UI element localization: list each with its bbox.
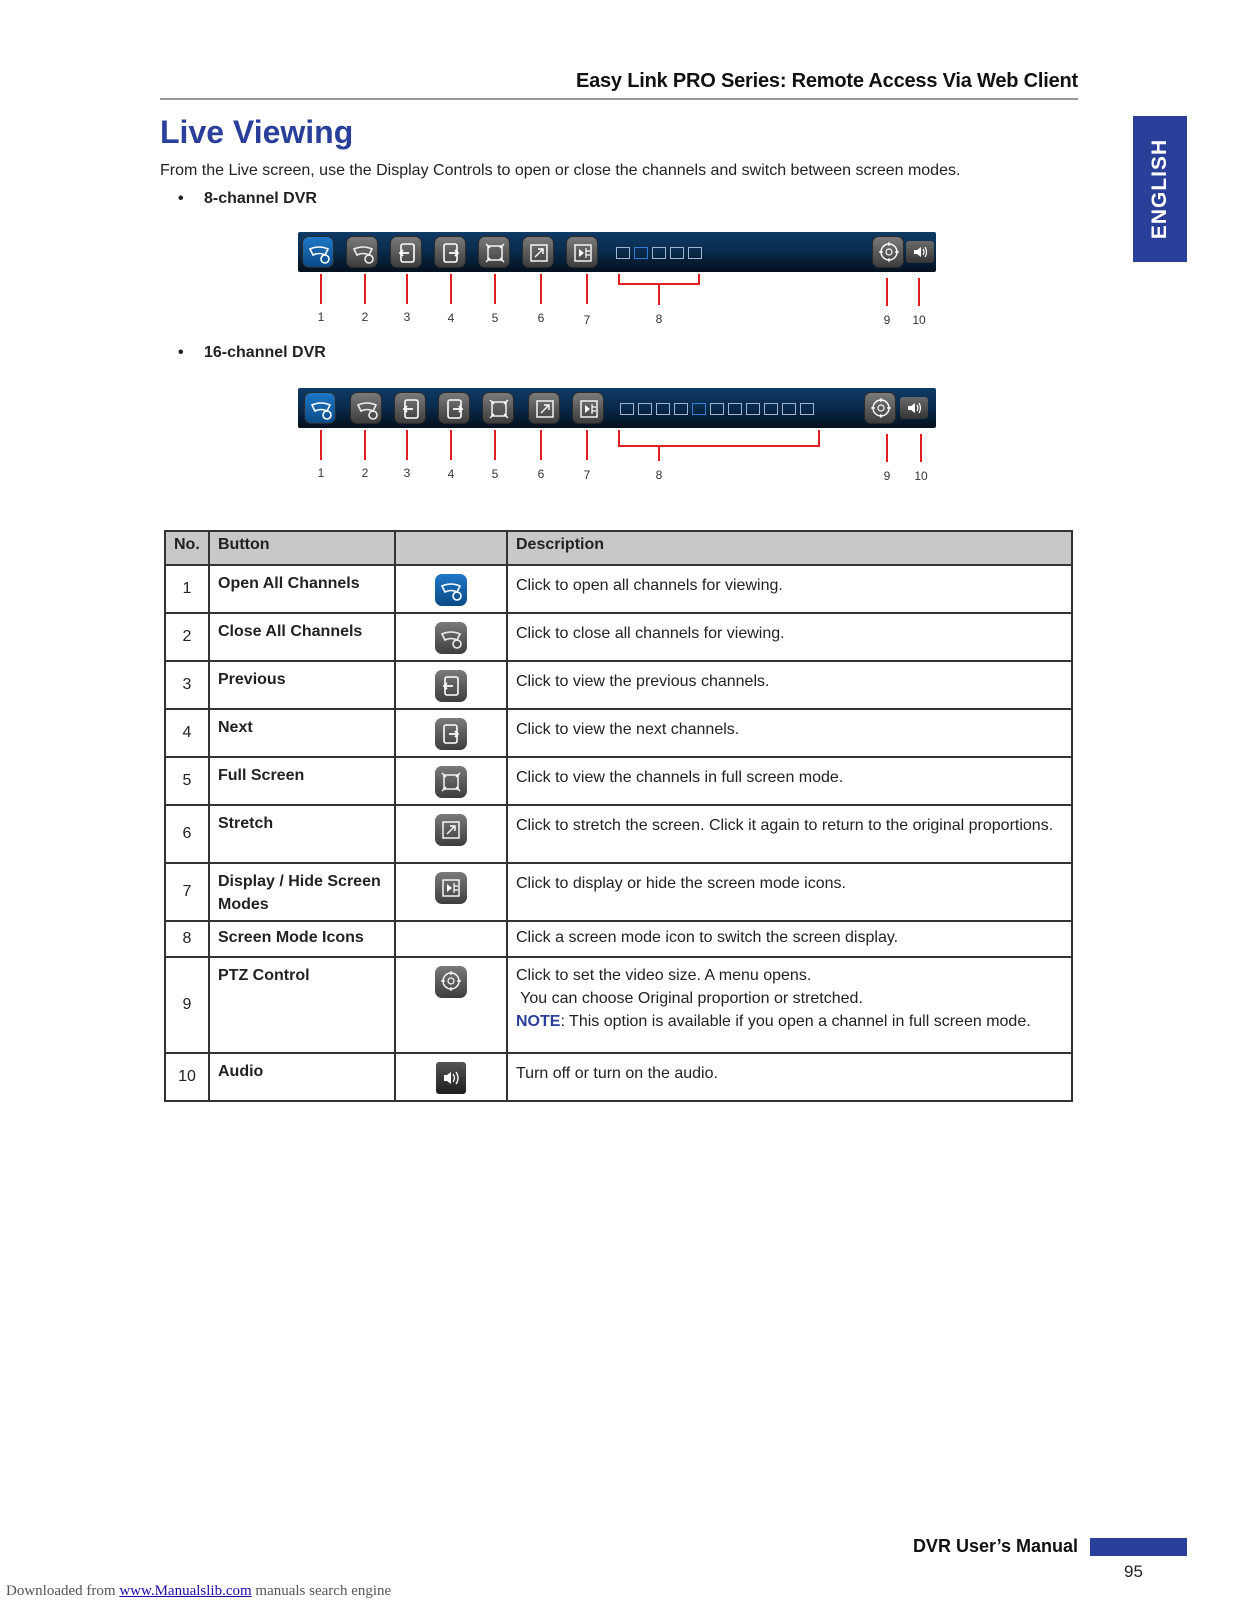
callout-number: 3 xyxy=(403,310,411,324)
screen-mode-9-icon[interactable] xyxy=(692,403,706,415)
section-8-channel xyxy=(178,190,317,208)
row-description: Click to open all channels for viewing. xyxy=(507,565,1072,613)
download-prefix: Downloaded from xyxy=(6,1583,120,1599)
language-tab-label: ENGLISH xyxy=(1148,138,1171,240)
row-description xyxy=(507,957,1072,1053)
callout-number: 4 xyxy=(447,467,455,481)
screen-mode-1-icon[interactable] xyxy=(620,403,634,415)
callout-number: 1 xyxy=(317,310,325,324)
row-number: 7 xyxy=(165,863,209,921)
table-header-row xyxy=(165,531,1072,565)
header-button: Button xyxy=(209,531,395,565)
row-number: 9 xyxy=(165,957,209,1053)
table-row xyxy=(165,1053,1072,1101)
row-number: 4 xyxy=(165,709,209,757)
row-description: Click to view the next channels. xyxy=(507,709,1072,757)
description-line: Click to set the video size. A menu opens. xyxy=(516,967,812,984)
full-screen-icon[interactable] xyxy=(478,236,510,268)
previous-icon xyxy=(435,670,467,702)
row-description: Click to view the previous channels. xyxy=(507,661,1072,709)
table-row xyxy=(165,805,1072,863)
description-line: You can choose Original proportion or stretched. xyxy=(516,990,863,1007)
download-notice xyxy=(6,1583,391,1600)
full-screen-icon xyxy=(435,766,467,798)
table-row xyxy=(165,757,1072,805)
section-label: 8-channel DVR xyxy=(204,190,317,207)
screen-mode-13-icon[interactable] xyxy=(728,403,742,415)
full-screen-icon[interactable] xyxy=(482,392,514,424)
description-note xyxy=(516,1010,1063,1033)
header-no: No. xyxy=(165,531,209,565)
note-label: NOTE xyxy=(516,1013,561,1030)
close-all-channels-icon[interactable] xyxy=(350,392,382,424)
close-all-channels-icon[interactable] xyxy=(346,236,378,268)
screen-modes-icon[interactable] xyxy=(566,236,598,268)
screen-mode-36-icon[interactable] xyxy=(800,403,814,415)
screen-mode-16-icon[interactable] xyxy=(746,403,760,415)
callout-number: 10 xyxy=(914,469,928,483)
note-text: : This option is available if you open a channel in full screen mode. xyxy=(560,1013,1031,1030)
callout-number: 7 xyxy=(583,468,591,482)
footer-manual-title: DVR User’s Manual xyxy=(912,1536,1078,1556)
callout-number: 2 xyxy=(361,310,369,324)
screen-modes-icon xyxy=(435,872,467,904)
stretch-icon[interactable] xyxy=(528,392,560,424)
row-number: 1 xyxy=(165,565,209,613)
table-row xyxy=(165,957,1072,1053)
callout-number: 5 xyxy=(491,311,499,325)
row-button-name: Close All Channels xyxy=(209,613,395,661)
header-title: Easy Link PRO Series: Remote Access Via Web Client xyxy=(575,70,1078,92)
intro-text: From the Live screen, use the Display Controls to open or close the channels and switch between screen modes. xyxy=(160,162,961,179)
callout-number: 3 xyxy=(403,466,411,480)
row-button-name: Previous xyxy=(209,661,395,709)
screen-mode-25-icon[interactable] xyxy=(782,403,796,415)
screen-mode-10-icon[interactable] xyxy=(710,403,724,415)
callout-number: 6 xyxy=(537,311,545,325)
row-description: Click to display or hide the screen mode icons. xyxy=(507,863,1072,921)
table-row xyxy=(165,921,1072,957)
stretch-icon[interactable] xyxy=(522,236,554,268)
callout-number: 1 xyxy=(317,466,325,480)
callout-number: 8 xyxy=(655,468,663,482)
row-number: 10 xyxy=(165,1053,209,1101)
row-number: 2 xyxy=(165,613,209,661)
section-16-channel xyxy=(178,344,326,362)
screen-mode-4-icon[interactable] xyxy=(638,403,652,415)
manualslib-link[interactable]: www.Manualslib.com xyxy=(119,1583,252,1599)
audio-icon[interactable] xyxy=(906,241,934,263)
previous-icon[interactable] xyxy=(394,392,426,424)
toolbar-16-channel xyxy=(298,388,936,428)
stretch-icon xyxy=(435,814,467,846)
page-number: 95 xyxy=(1124,1562,1143,1581)
row-number: 5 xyxy=(165,757,209,805)
row-button-name: PTZ Control xyxy=(209,957,395,1053)
table-row xyxy=(165,613,1072,661)
next-icon[interactable] xyxy=(434,236,466,268)
previous-icon[interactable] xyxy=(390,236,422,268)
toolbar-8-channel xyxy=(298,232,936,272)
row-description: Click to view the channels in full screen mode. xyxy=(507,757,1072,805)
screen-mode-6-icon[interactable] xyxy=(652,247,666,259)
screen-mode-1-icon[interactable] xyxy=(616,247,630,259)
screen-mode-9-icon[interactable] xyxy=(688,247,702,259)
callout-number: 5 xyxy=(491,467,499,481)
section-label: 16-channel DVR xyxy=(204,344,326,361)
screen-mode-4-icon[interactable] xyxy=(634,247,648,259)
footer-bar xyxy=(1090,1538,1187,1556)
row-number: 8 xyxy=(165,921,209,957)
row-button-name: Display / Hide Screen Modes xyxy=(209,863,395,921)
screen-mode-8-icon[interactable] xyxy=(670,247,684,259)
open-all-channels-icon xyxy=(435,574,467,606)
row-button-name: Stretch xyxy=(209,805,395,863)
button-reference-table xyxy=(164,530,1073,1102)
callout-number: 7 xyxy=(583,313,591,327)
row-description: Click to stretch the screen. Click it again to return to the original proportions. xyxy=(507,805,1072,863)
row-button-name: Screen Mode Icons xyxy=(209,921,395,957)
callout-number: 6 xyxy=(537,467,545,481)
screen-mode-16b-icon[interactable] xyxy=(764,403,778,415)
ptz-control-icon[interactable] xyxy=(872,236,904,268)
callout-number: 2 xyxy=(361,466,369,480)
row-button-name: Next xyxy=(209,709,395,757)
row-description: Click to close all channels for viewing. xyxy=(507,613,1072,661)
header-rule xyxy=(160,98,1078,100)
next-icon[interactable] xyxy=(438,392,470,424)
screen-mode-6-icon[interactable] xyxy=(656,403,670,415)
row-number: 3 xyxy=(165,661,209,709)
open-all-channels-icon[interactable] xyxy=(302,236,334,268)
row-button-name: Full Screen xyxy=(209,757,395,805)
open-all-channels-icon[interactable] xyxy=(304,392,336,424)
callout-number: 9 xyxy=(883,469,891,483)
row-description: Turn off or turn on the audio. xyxy=(507,1053,1072,1101)
page-title: Live Viewing xyxy=(160,114,354,150)
ptz-control-icon xyxy=(435,966,467,998)
table-row xyxy=(165,565,1072,613)
row-description: Click a screen mode icon to switch the screen display. xyxy=(507,921,1072,957)
ptz-control-icon[interactable] xyxy=(864,392,896,424)
screen-mode-8-icon[interactable] xyxy=(674,403,688,415)
callout-number: 10 xyxy=(912,313,926,327)
row-button-name: Open All Channels xyxy=(209,565,395,613)
callout-number: 9 xyxy=(883,313,891,327)
table-row xyxy=(165,709,1072,757)
download-suffix: manuals search engine xyxy=(251,1583,392,1599)
table-row xyxy=(165,863,1072,921)
audio-icon xyxy=(436,1062,466,1094)
close-all-channels-icon xyxy=(435,622,467,654)
row-number: 6 xyxy=(165,805,209,863)
language-tab xyxy=(1133,116,1187,262)
next-icon xyxy=(435,718,467,750)
callout-number: 8 xyxy=(655,312,663,326)
table-row xyxy=(165,661,1072,709)
audio-icon[interactable] xyxy=(900,397,928,419)
callout-number: 4 xyxy=(447,311,455,325)
header-icon xyxy=(395,531,507,565)
row-button-name: Audio xyxy=(209,1053,395,1101)
screen-modes-icon[interactable] xyxy=(572,392,604,424)
header-description: Description xyxy=(507,531,1072,565)
